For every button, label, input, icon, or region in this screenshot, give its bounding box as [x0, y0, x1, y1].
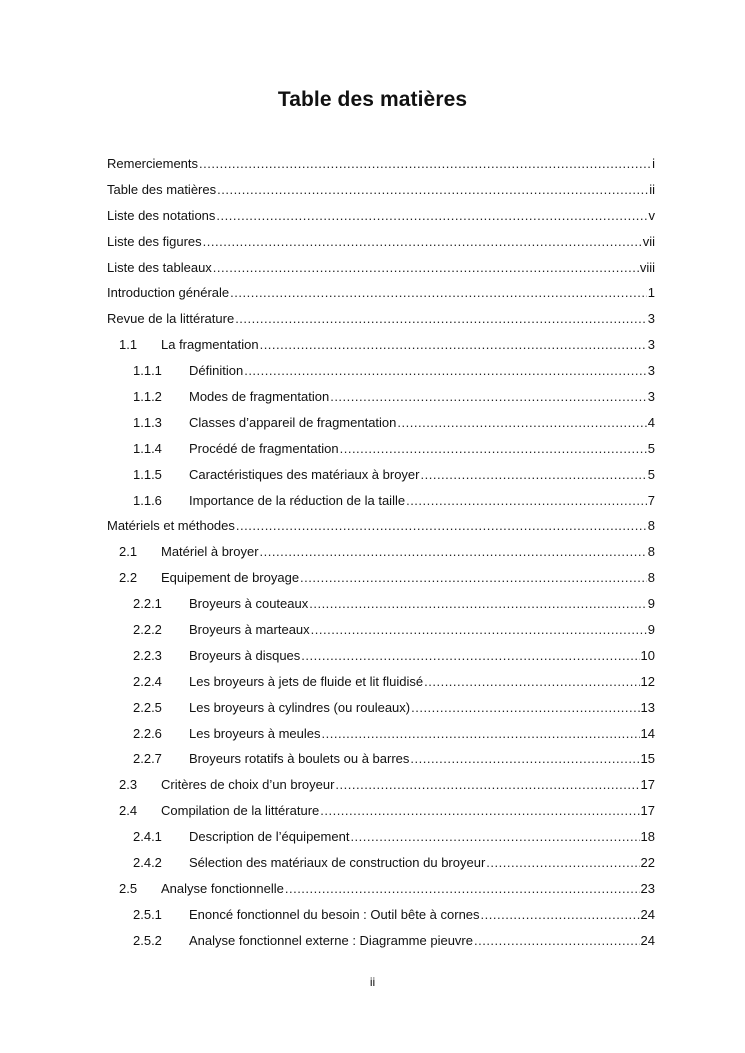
toc-dot-leader — [301, 646, 639, 666]
toc-entry[interactable] — [107, 491, 655, 517]
toc-entry[interactable] — [107, 465, 655, 491]
toc-entry-number: 1.1.1 — [133, 363, 162, 379]
toc-entry-page: v — [648, 207, 655, 223]
toc-entry[interactable] — [107, 387, 655, 413]
toc-dot-leader — [230, 283, 647, 303]
toc-entry-label: Analyse fonctionnelle — [161, 880, 284, 896]
toc-entry-label: Compilation de la littérature — [161, 803, 320, 819]
toc-entry-page: 14 — [640, 725, 655, 741]
toc-entry-label: Les broyeurs à jets de fluide et lit fluidisé — [189, 673, 424, 689]
table-of-contents — [107, 154, 655, 957]
toc-entry[interactable] — [107, 724, 655, 750]
toc-entry-label: Les broyeurs à cylindres (ou rouleaux) — [189, 699, 411, 715]
toc-entry-page: 1 — [647, 285, 655, 301]
toc-entry[interactable] — [107, 620, 655, 646]
toc-entry-number: 2.5.1 — [133, 906, 162, 922]
toc-entry-number: 2.5.2 — [133, 932, 162, 948]
toc-entry-number: 2.2.6 — [133, 725, 162, 741]
toc-entry-page: 12 — [640, 673, 655, 689]
toc-entry-page: viii — [639, 259, 655, 275]
toc-dot-leader — [350, 827, 639, 847]
toc-dot-leader — [474, 931, 640, 951]
toc-entry-label: Modes de fragmentation — [189, 389, 330, 405]
toc-entry-page: 15 — [640, 751, 655, 767]
toc-entry-page: vii — [642, 233, 655, 249]
toc-dot-leader — [244, 361, 647, 381]
toc-dot-leader — [397, 413, 646, 433]
toc-dot-leader — [421, 465, 647, 485]
toc-entry-page: 9 — [647, 622, 655, 638]
toc-entry-page: 5 — [647, 440, 655, 456]
toc-entry-number: 2.4 — [119, 803, 138, 819]
toc-entry-number: 2.2.1 — [133, 596, 162, 612]
toc-entry-page: 23 — [640, 880, 655, 896]
toc-entry[interactable] — [107, 516, 655, 542]
footer-page-number: ii — [369, 975, 376, 989]
toc-entry-page: 17 — [640, 777, 655, 793]
toc-entry-label: Introduction générale — [107, 285, 230, 301]
toc-entry[interactable] — [107, 542, 655, 568]
toc-entry-page: 22 — [640, 855, 655, 871]
toc-dot-leader — [199, 154, 651, 174]
toc-entry-page: 24 — [640, 906, 655, 922]
toc-entry[interactable] — [107, 361, 655, 387]
toc-entry[interactable] — [107, 568, 655, 594]
toc-entry[interactable] — [107, 154, 655, 180]
toc-entry[interactable] — [107, 775, 655, 801]
toc-entry-number: 1.1 — [119, 337, 138, 353]
toc-entry-page: 3 — [647, 363, 655, 379]
toc-dot-leader — [486, 853, 639, 873]
toc-entry[interactable] — [107, 180, 655, 206]
toc-entry-label: Liste des figures — [107, 233, 202, 249]
toc-entry-label: La fragmentation — [161, 337, 259, 353]
toc-entry-number: 2.4.1 — [133, 829, 162, 845]
toc-entry-label: Les broyeurs à meules — [189, 725, 321, 741]
toc-entry-page: 3 — [647, 311, 655, 327]
toc-dot-leader — [216, 206, 647, 226]
toc-dot-leader — [203, 232, 642, 252]
toc-entry-page: ii — [649, 181, 655, 197]
toc-entry[interactable] — [107, 698, 655, 724]
toc-entry-page: 5 — [647, 466, 655, 482]
toc-entry-label: Définition — [189, 363, 244, 379]
toc-entry[interactable] — [107, 335, 655, 361]
toc-entry-page: 13 — [640, 699, 655, 715]
toc-entry-number: 2.2.4 — [133, 673, 162, 689]
toc-dot-leader — [335, 775, 639, 795]
toc-entry-label: Matériel à broyer — [161, 544, 259, 560]
toc-entry-number: 1.1.3 — [133, 414, 162, 430]
toc-entry[interactable] — [107, 594, 655, 620]
toc-entry-number: 1.1.2 — [133, 389, 162, 405]
toc-dot-leader — [285, 879, 640, 899]
toc-entry-label: Liste des tableaux — [107, 259, 212, 275]
toc-entry-label: Broyeurs à marteaux — [189, 622, 310, 638]
toc-entry-page: 9 — [647, 596, 655, 612]
toc-entry-label: Table des matières — [107, 181, 217, 197]
toc-entry-label: Classes d’appareil de fragmentation — [189, 414, 397, 430]
toc-entry[interactable] — [107, 283, 655, 309]
toc-dot-leader — [300, 568, 647, 588]
toc-entry-page: 24 — [640, 932, 655, 948]
toc-entry-page: 18 — [640, 829, 655, 845]
toc-dot-leader — [236, 516, 647, 536]
toc-entry-label: Importance de la réduction de la taille — [189, 492, 406, 508]
toc-entry-label: Matériels et méthodes — [107, 518, 235, 534]
toc-entry-number: 1.1.5 — [133, 466, 162, 482]
toc-entry-label: Critères de choix d’un broyeur — [161, 777, 335, 793]
toc-dot-leader — [309, 594, 647, 614]
toc-entry[interactable] — [107, 672, 655, 698]
toc-entry-label: Equipement de broyage — [161, 570, 300, 586]
toc-entry[interactable] — [107, 413, 655, 439]
toc-entry-number: 2.1 — [119, 544, 138, 560]
toc-entry[interactable] — [107, 931, 655, 957]
toc-entry-number: 2.2 — [119, 570, 138, 586]
toc-entry-page: 7 — [647, 492, 655, 508]
page-title: Table des matières — [277, 88, 468, 111]
toc-dot-leader — [410, 749, 639, 769]
toc-entry-label: Broyeurs à couteaux — [189, 596, 309, 612]
toc-entry-label: Analyse fonctionnel externe : Diagramme pieuvre — [189, 932, 473, 948]
toc-entry-page: i — [652, 156, 655, 171]
toc-dot-leader — [406, 491, 647, 511]
toc-entry-page: 8 — [647, 570, 655, 586]
toc-entry-page: 3 — [647, 337, 655, 353]
toc-entry-page: 3 — [647, 389, 655, 405]
toc-entry[interactable] — [107, 853, 655, 879]
toc-entry-label: Revue de la littérature — [107, 311, 235, 327]
toc-dot-leader — [424, 672, 639, 692]
toc-entry-number: 2.4.2 — [133, 855, 162, 871]
toc-entry-label: Broyeurs rotatifs à boulets ou à barres — [189, 751, 410, 767]
toc-entry-page: 8 — [647, 544, 655, 560]
toc-entry-number: 2.2.5 — [133, 699, 162, 715]
toc-dot-leader — [311, 620, 647, 640]
toc-entry-page: 10 — [640, 647, 655, 663]
toc-dot-leader — [235, 309, 647, 329]
toc-dot-leader — [322, 724, 640, 744]
toc-entry[interactable] — [107, 309, 655, 335]
toc-dot-leader — [340, 439, 647, 459]
toc-entry[interactable] — [107, 801, 655, 827]
toc-entry[interactable] — [107, 646, 655, 672]
toc-entry[interactable] — [107, 258, 655, 284]
toc-entry-label: Description de l’équipement — [189, 829, 350, 845]
toc-entry[interactable] — [107, 439, 655, 465]
toc-entry-page: 8 — [647, 518, 655, 534]
toc-entry-label: Caractéristiques des matériaux à broyer — [189, 466, 420, 482]
toc-entry-page: 4 — [647, 414, 655, 430]
toc-dot-leader — [411, 698, 639, 718]
toc-entry-number: 2.2.3 — [133, 647, 162, 663]
toc-entry-page: 17 — [640, 803, 655, 819]
toc-entry-number: 2.5 — [119, 880, 138, 896]
toc-entry-number: 2.2.7 — [133, 751, 162, 767]
toc-entry[interactable] — [107, 879, 655, 905]
toc-dot-leader — [213, 258, 639, 278]
toc-entry-number: 1.1.4 — [133, 440, 162, 456]
toc-entry[interactable] — [107, 827, 655, 853]
toc-dot-leader — [217, 180, 648, 200]
toc-entry-label: Liste des notations — [107, 207, 216, 223]
toc-dot-leader — [260, 542, 647, 562]
toc-entry[interactable] — [107, 749, 655, 775]
toc-dot-leader — [330, 387, 647, 407]
toc-entry-label: Procédé de fragmentation — [189, 440, 339, 456]
toc-dot-leader — [260, 335, 647, 355]
toc-dot-leader — [320, 801, 639, 821]
toc-entry[interactable] — [107, 232, 655, 258]
toc-entry-label: Enoncé fonctionnel du besoin : Outil bête à cornes — [189, 906, 480, 922]
toc-entry[interactable] — [107, 206, 655, 232]
toc-entry-label: Sélection des matériaux de construction du broyeur — [189, 855, 486, 871]
toc-entry-label: Remerciements — [107, 156, 199, 171]
toc-entry-number: 1.1.6 — [133, 492, 162, 508]
toc-entry-label: Broyeurs à disques — [189, 647, 301, 663]
toc-entry-number: 2.2.2 — [133, 622, 162, 638]
toc-entry[interactable] — [107, 905, 655, 931]
toc-entry-number: 2.3 — [119, 777, 138, 793]
toc-dot-leader — [481, 905, 640, 925]
